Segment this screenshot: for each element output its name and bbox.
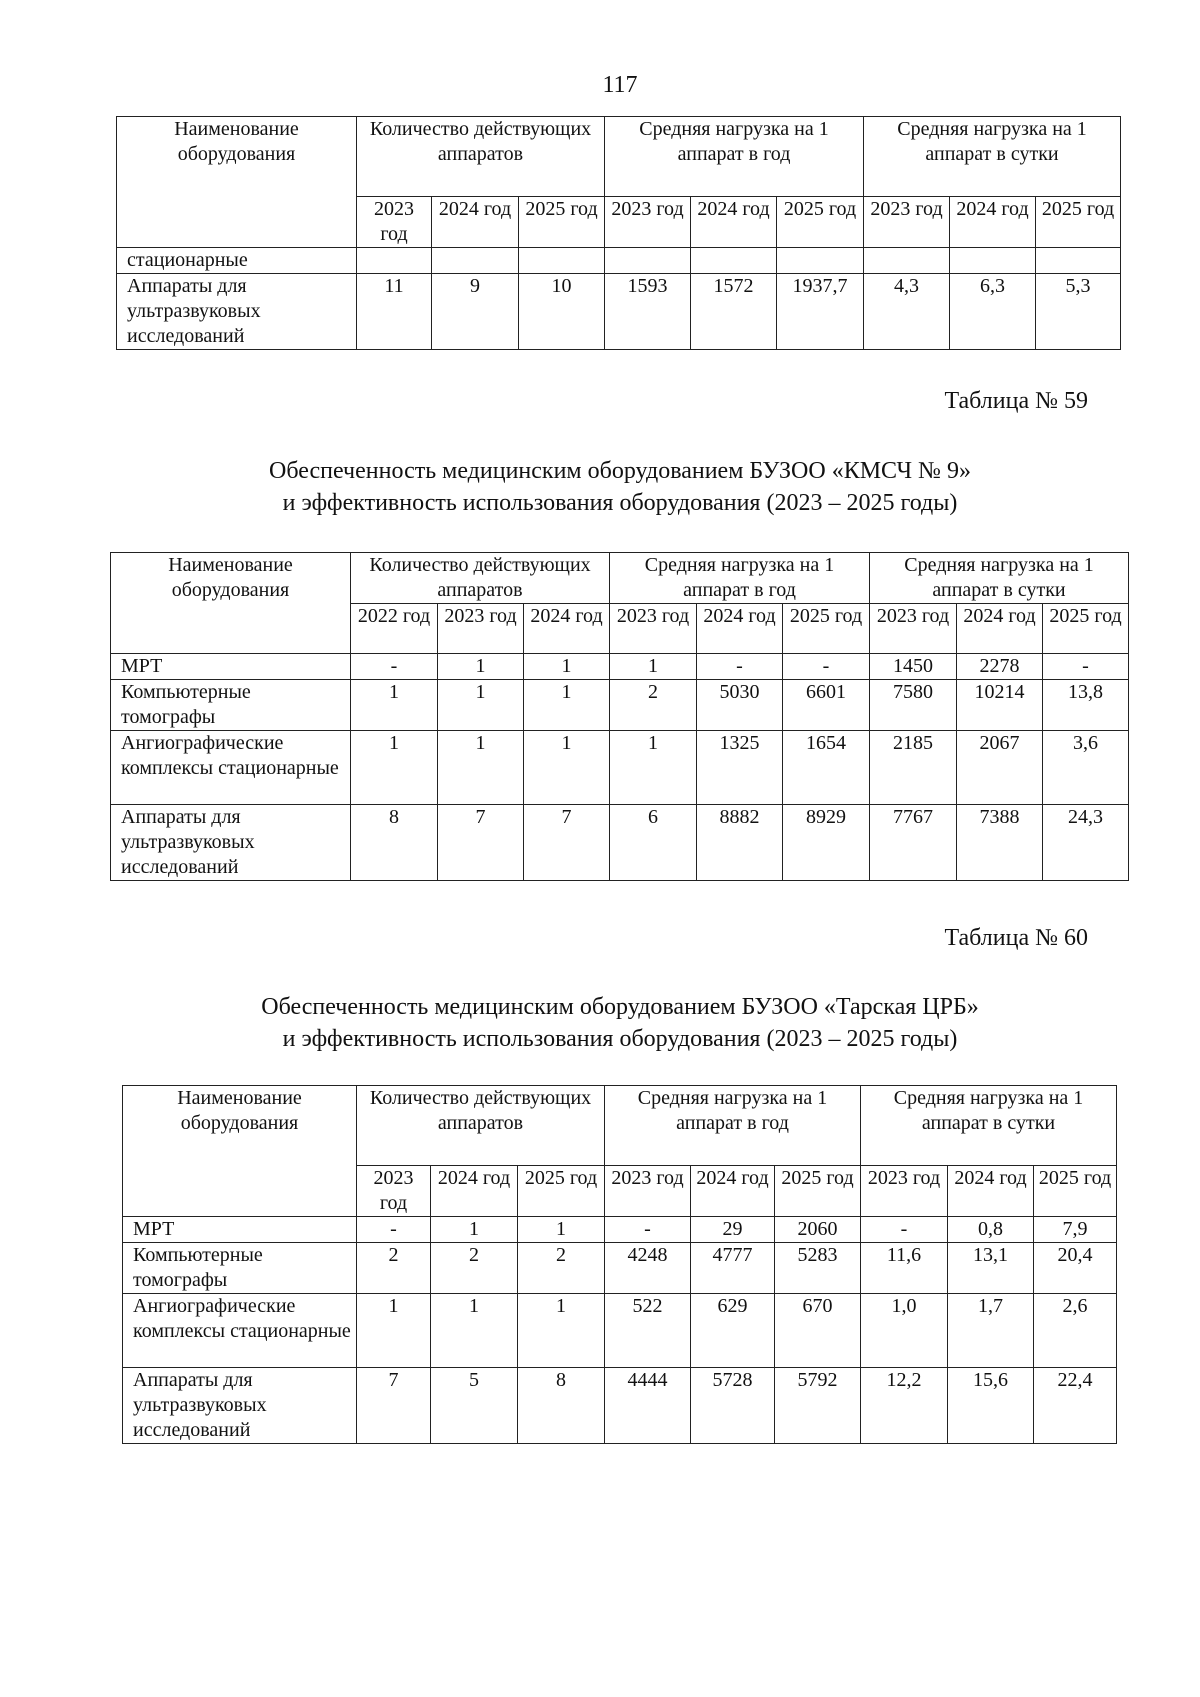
value-cell: 1325 (697, 731, 783, 805)
value-cell: 1 (438, 654, 524, 680)
value-cell: 9 (432, 274, 519, 350)
value-cell: 5 (431, 1368, 518, 1444)
value-cell: 7 (357, 1368, 431, 1444)
equipment-table-60 (122, 1085, 1117, 1444)
value-cell: 1,7 (948, 1294, 1034, 1368)
equipment-name-cell: стационарные (117, 248, 357, 274)
value-cell: 7 (438, 805, 524, 881)
value-cell: 1 (518, 1217, 605, 1243)
value-cell: 522 (605, 1294, 691, 1368)
value-cell: 670 (775, 1294, 861, 1368)
value-cell: 2278 (957, 654, 1043, 680)
value-cell (864, 248, 950, 274)
value-cell: 1 (524, 731, 610, 805)
table-59-title-line-2: и эффективность использования оборудования (2023 – 2025 годы) (282, 490, 958, 516)
value-cell: 1 (351, 680, 438, 731)
value-cell: 24,3 (1043, 805, 1129, 881)
value-cell: 7767 (870, 805, 957, 881)
value-cell: 3,6 (1043, 731, 1129, 805)
table-59-label: Таблица № 59 (944, 388, 1088, 414)
table-row (123, 1217, 1117, 1243)
header-device-count: Количество действующих аппаратов (351, 553, 610, 604)
table-row (123, 1368, 1117, 1444)
header-load-per-year: Средняя нагрузка на 1 аппарат в год (605, 117, 864, 197)
value-cell: 7 (524, 805, 610, 881)
equipment-name-cell: Компьютерные томографы (111, 680, 351, 731)
value-cell: 10 (519, 274, 605, 350)
year-header: 2025 год (775, 1166, 861, 1217)
value-cell: 2,6 (1034, 1294, 1117, 1368)
year-header: 2024 год (957, 604, 1043, 654)
equipment-table-continued (116, 116, 1121, 350)
year-header: 2025 год (518, 1166, 605, 1217)
header-load-per-day: Средняя нагрузка на 1 аппарат в сутки (864, 117, 1121, 197)
table-row (111, 654, 1129, 680)
value-cell: 1572 (691, 274, 777, 350)
table-60-title-line-2: и эффективность использования оборудования (2023 – 2025 годы) (282, 1026, 958, 1052)
year-header: 2024 год (691, 1166, 775, 1217)
year-header: 2025 год (1043, 604, 1129, 654)
value-cell (519, 248, 605, 274)
value-cell: 8 (518, 1368, 605, 1444)
value-cell: 2060 (775, 1217, 861, 1243)
value-cell (432, 248, 519, 274)
value-cell: 1 (431, 1217, 518, 1243)
value-cell: - (605, 1217, 691, 1243)
table-row (123, 1243, 1117, 1294)
value-cell: 629 (691, 1294, 775, 1368)
value-cell: 20,4 (1034, 1243, 1117, 1294)
year-header: 2023 год (610, 604, 697, 654)
value-cell: 1 (438, 731, 524, 805)
value-cell: 13,1 (948, 1243, 1034, 1294)
header-load-per-day: Средняя нагрузка на 1 аппарат в сутки (870, 553, 1129, 604)
value-cell: 1 (610, 731, 697, 805)
value-cell: 2185 (870, 731, 957, 805)
header-load-per-year: Средняя нагрузка на 1 аппарат в год (610, 553, 870, 604)
table-59-title-line-1: Обеспеченность медицинским оборудованием БУЗОО «КМСЧ № 9» (269, 458, 971, 484)
value-cell: - (697, 654, 783, 680)
year-header: 2023 год (438, 604, 524, 654)
year-header: 2023 год (357, 1166, 431, 1217)
equipment-name-cell: Ангиографические комплексы стационарные (111, 731, 351, 805)
header-equipment-name: Наименование оборудования (123, 1086, 357, 1217)
header-device-count: Количество действующих аппаратов (357, 1086, 605, 1166)
year-header: 2025 год (519, 197, 605, 248)
header-equipment-name: Наименование оборудования (117, 117, 357, 248)
header-equipment-name: Наименование оборудования (111, 553, 351, 654)
year-header: 2024 год (524, 604, 610, 654)
value-cell: 5792 (775, 1368, 861, 1444)
table-60-label: Таблица № 60 (944, 925, 1088, 951)
value-cell: 1654 (783, 731, 870, 805)
value-cell: 1593 (605, 274, 691, 350)
value-cell: 0,8 (948, 1217, 1034, 1243)
value-cell: - (1043, 654, 1129, 680)
value-cell: 7,9 (1034, 1217, 1117, 1243)
value-cell: 1 (518, 1294, 605, 1368)
value-cell: 2 (357, 1243, 431, 1294)
value-cell: 15,6 (948, 1368, 1034, 1444)
value-cell: 1 (438, 680, 524, 731)
year-header: 2023 год (357, 197, 432, 248)
value-cell: 6,3 (950, 274, 1036, 350)
table-60-title-line-1: Обеспеченность медицинским оборудованием БУЗОО «Тарская ЦРБ» (261, 994, 979, 1020)
value-cell: 6 (610, 805, 697, 881)
table-row (123, 1294, 1117, 1368)
value-cell: 4,3 (864, 274, 950, 350)
equipment-name-cell: МРТ (111, 654, 351, 680)
value-cell (605, 248, 691, 274)
value-cell: - (861, 1217, 948, 1243)
value-cell: - (783, 654, 870, 680)
year-header: 2023 год (861, 1166, 948, 1217)
year-header: 2023 год (605, 1166, 691, 1217)
value-cell: 1 (524, 654, 610, 680)
year-header: 2024 год (950, 197, 1036, 248)
value-cell: 1 (610, 654, 697, 680)
year-header: 2024 год (697, 604, 783, 654)
value-cell: - (357, 1217, 431, 1243)
year-header: 2023 год (605, 197, 691, 248)
value-cell: 8 (351, 805, 438, 881)
table-row (111, 731, 1129, 805)
year-header: 2023 год (870, 604, 957, 654)
year-header: 2024 год (431, 1166, 518, 1217)
value-cell: 7580 (870, 680, 957, 731)
year-header: 2023 год (864, 197, 950, 248)
value-cell: 5283 (775, 1243, 861, 1294)
year-header: 2025 год (777, 197, 864, 248)
value-cell: 1450 (870, 654, 957, 680)
header-load-per-year: Средняя нагрузка на 1 аппарат в год (605, 1086, 861, 1166)
value-cell: 8929 (783, 805, 870, 881)
value-cell: 11,6 (861, 1243, 948, 1294)
value-cell (950, 248, 1036, 274)
table-row (111, 680, 1129, 731)
value-cell: 6601 (783, 680, 870, 731)
value-cell: 12,2 (861, 1368, 948, 1444)
value-cell: 5,3 (1036, 274, 1121, 350)
value-cell: 5030 (697, 680, 783, 731)
header-load-per-day: Средняя нагрузка на 1 аппарат в сутки (861, 1086, 1117, 1166)
equipment-name-cell: Аппараты для ультразвуковых исследований (123, 1368, 357, 1444)
year-header: 2025 год (783, 604, 870, 654)
table-row (117, 248, 1121, 274)
value-cell: 1 (431, 1294, 518, 1368)
equipment-name-cell: МРТ (123, 1217, 357, 1243)
value-cell: 1937,7 (777, 274, 864, 350)
year-header: 2022 год (351, 604, 438, 654)
value-cell: 8882 (697, 805, 783, 881)
equipment-name-cell: Компьютерные томографы (123, 1243, 357, 1294)
year-header: 2025 год (1036, 197, 1121, 248)
value-cell (357, 248, 432, 274)
value-cell: 2 (518, 1243, 605, 1294)
value-cell: 4248 (605, 1243, 691, 1294)
equipment-name-cell: Ангиографические комплексы стационарные (123, 1294, 357, 1368)
year-header: 2024 год (432, 197, 519, 248)
value-cell: 1 (357, 1294, 431, 1368)
value-cell: 2 (610, 680, 697, 731)
header-device-count: Количество действующих аппаратов (357, 117, 605, 197)
value-cell: 5728 (691, 1368, 775, 1444)
value-cell: 10214 (957, 680, 1043, 731)
value-cell: 29 (691, 1217, 775, 1243)
value-cell (1036, 248, 1121, 274)
value-cell: 2067 (957, 731, 1043, 805)
equipment-name-cell: Аппараты для ультразвуковых исследований (117, 274, 357, 350)
value-cell: - (351, 654, 438, 680)
value-cell (777, 248, 864, 274)
equipment-table-59 (110, 552, 1129, 881)
value-cell: 1 (524, 680, 610, 731)
value-cell: 4444 (605, 1368, 691, 1444)
table-row (117, 274, 1121, 350)
value-cell: 2 (431, 1243, 518, 1294)
page-number: 117 (602, 72, 638, 98)
value-cell: 13,8 (1043, 680, 1129, 731)
year-header: 2025 год (1034, 1166, 1117, 1217)
value-cell: 1 (351, 731, 438, 805)
year-header: 2024 год (948, 1166, 1034, 1217)
year-header: 2024 год (691, 197, 777, 248)
value-cell: 11 (357, 274, 432, 350)
table-row (111, 805, 1129, 881)
value-cell: 22,4 (1034, 1368, 1117, 1444)
value-cell: 4777 (691, 1243, 775, 1294)
value-cell: 1,0 (861, 1294, 948, 1368)
value-cell (691, 248, 777, 274)
value-cell: 7388 (957, 805, 1043, 881)
equipment-name-cell: Аппараты для ультразвуковых исследований (111, 805, 351, 881)
